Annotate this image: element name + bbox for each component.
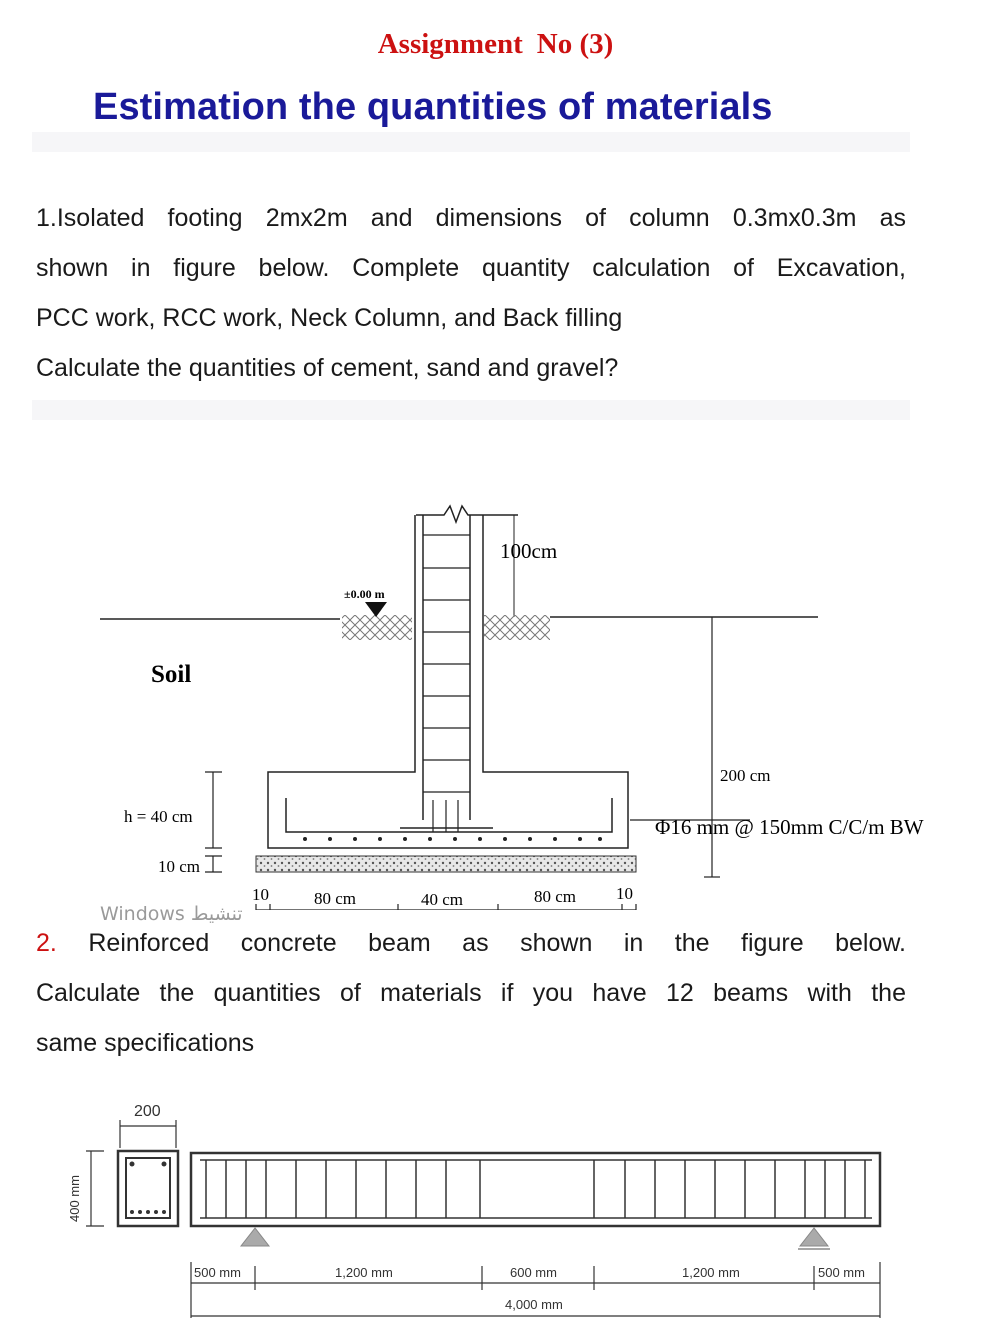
divider-band — [32, 132, 910, 152]
footing-outline — [268, 515, 628, 848]
beam-elevation — [191, 1153, 880, 1226]
soil-hatch-right — [484, 615, 550, 640]
beam-dim-label: 1,200 mm — [335, 1265, 393, 1280]
height-label: h = 40 cm — [124, 807, 193, 826]
depth-label: 100cm — [500, 539, 558, 563]
soil-hatch-left — [342, 615, 412, 640]
question-1-line: Calculate the quantities of cement, sand and gravel? — [36, 354, 619, 382]
windows-watermark: Windows تنشيط — [100, 903, 243, 925]
dim-label: 80 cm — [534, 887, 577, 906]
beam-dim-label: 600 mm — [510, 1265, 557, 1280]
rebar-label: Φ16 mm @ 150mm C/C/m BW — [655, 815, 924, 839]
base-rebar — [286, 798, 612, 832]
question-2-number: 2. — [36, 929, 57, 957]
footing-figure — [0, 480, 991, 910]
pcc-label: 10 cm — [158, 857, 201, 876]
section-stirrup — [126, 1158, 170, 1218]
assignment-heading — [0, 28, 991, 61]
dim-label: 80 cm — [314, 889, 357, 908]
level-label: ±0.00 m — [344, 587, 385, 601]
question-1-line: shown in figure below. Complete quantity calculation of Excavation, — [36, 254, 906, 282]
pcc-layer — [256, 856, 636, 872]
dim-label: 10 — [252, 885, 269, 904]
question-1-line: 1.Isolated footing 2mx2m and dimensions of column 0.3mx0.3m as — [36, 204, 906, 232]
section-height-label: 400 mm — [67, 1175, 82, 1222]
question-2-line: Calculate the quantities of materials if you have 12 beams with the — [36, 979, 906, 1007]
beam-dim-label: 1,200 mm — [682, 1265, 740, 1280]
level-marker-icon — [365, 602, 387, 617]
dim-label: 40 cm — [421, 890, 464, 909]
question-2 — [36, 918, 906, 1068]
beam-figure — [0, 1090, 991, 1330]
beam-dim-label: 500 mm — [818, 1265, 865, 1280]
page-title: Estimation the quantities of materials — [93, 86, 773, 128]
divider-band — [32, 400, 910, 420]
roller-support-icon — [800, 1228, 828, 1246]
question-1-line: PCC work, RCC work, Neck Column, and Back filling — [36, 304, 623, 332]
column-break-line — [416, 506, 518, 522]
assignment-label: Assignment — [377, 28, 523, 60]
pin-support-icon — [241, 1228, 269, 1246]
assignment-number: No (3) — [536, 28, 614, 60]
soil-label: Soil — [151, 661, 192, 688]
beam-dim-label: 500 mm — [194, 1265, 241, 1280]
question-2-text: Reinforced concrete beam as shown in the figure below. — [88, 929, 906, 957]
question-1 — [36, 193, 906, 393]
dim-label: 10 — [616, 884, 633, 903]
beam-total-label: 4,000 mm — [505, 1297, 563, 1312]
question-2-line: same specifications — [36, 1029, 255, 1057]
width-label: 200 cm — [720, 766, 771, 785]
question-2-line — [36, 918, 906, 968]
section-width-label: 200 — [134, 1103, 161, 1120]
